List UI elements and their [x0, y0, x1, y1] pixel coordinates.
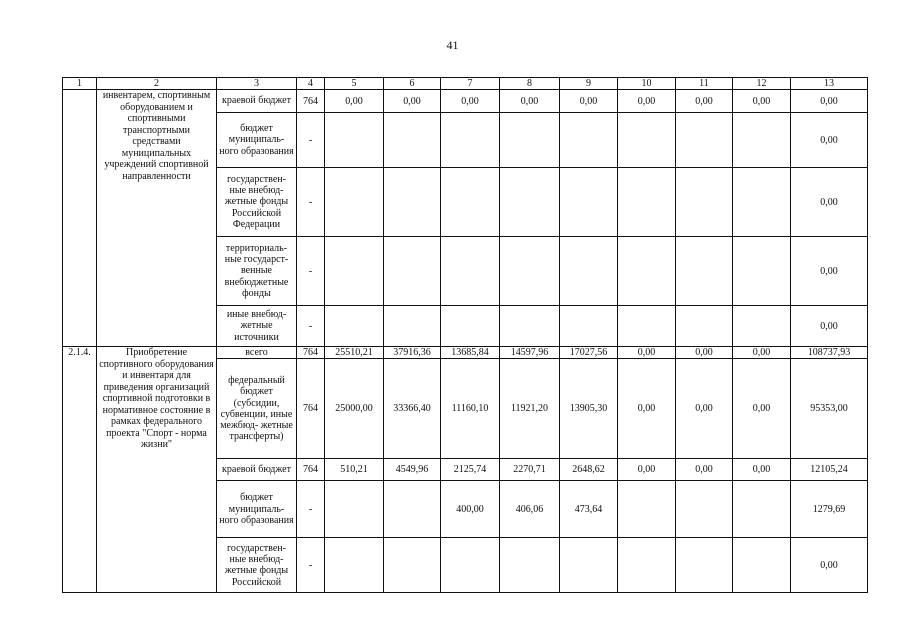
value-cell [560, 237, 618, 306]
value-cell [500, 113, 560, 168]
total-value-cell: 0,00 [791, 113, 868, 168]
kbk-cell: - [297, 306, 325, 347]
value-cell: 2648,62 [560, 459, 618, 481]
value-cell [560, 306, 618, 347]
kbk-cell: - [297, 538, 325, 593]
total-value-cell: 0,00 [791, 90, 868, 113]
column-header: 8 [500, 78, 560, 90]
kbk-cell: - [297, 113, 325, 168]
column-header: 4 [297, 78, 325, 90]
value-cell: 0,00 [676, 347, 733, 359]
table-body [63, 90, 868, 593]
total-value-cell: 95353,00 [791, 359, 868, 459]
value-cell [325, 538, 384, 593]
column-header: 11 [676, 78, 733, 90]
value-cell: 25000,00 [325, 359, 384, 459]
budget-table [62, 77, 868, 593]
funding-source-cell: бюджет муниципаль- ного образования [217, 481, 297, 538]
value-cell [618, 237, 676, 306]
value-cell: 25510,21 [325, 347, 384, 359]
value-cell: 0,00 [733, 347, 791, 359]
funding-source-cell: краевой бюджет [217, 459, 297, 481]
value-cell [384, 168, 441, 237]
value-cell [500, 168, 560, 237]
value-cell: 0,00 [384, 90, 441, 113]
funding-source-cell: территориаль- ные государст- венные внебюджетные фонды [217, 237, 297, 306]
value-cell [384, 237, 441, 306]
value-cell [384, 538, 441, 593]
funding-source-cell: федеральный бюджет (субсидии, субвенции, иные межбюд- жетные трансферты) [217, 359, 297, 459]
value-cell [384, 306, 441, 347]
value-cell [500, 306, 560, 347]
value-cell: 0,00 [733, 90, 791, 113]
value-cell [676, 481, 733, 538]
column-header: 3 [217, 78, 297, 90]
table-row [63, 347, 868, 359]
value-cell: 13685,84 [441, 347, 500, 359]
column-header: 13 [791, 78, 868, 90]
value-cell: 0,00 [733, 459, 791, 481]
row-name-cell: Приобретение спортивного оборудования и инвентаря для приведения организаций спортивной подготовки в нормативное состояние в рамках федерального проекта "Спорт - норма жизни" [97, 347, 217, 593]
value-cell: 17027,56 [560, 347, 618, 359]
value-cell [618, 306, 676, 347]
value-cell [733, 113, 791, 168]
value-cell: 510,21 [325, 459, 384, 481]
total-value-cell: 0,00 [791, 168, 868, 237]
value-cell [676, 538, 733, 593]
value-cell: 13905,30 [560, 359, 618, 459]
value-cell: 11921,20 [500, 359, 560, 459]
value-cell: 473,64 [560, 481, 618, 538]
value-cell [733, 481, 791, 538]
kbk-cell: - [297, 237, 325, 306]
value-cell [500, 237, 560, 306]
total-value-cell: 0,00 [791, 306, 868, 347]
value-cell [618, 113, 676, 168]
value-cell [500, 538, 560, 593]
value-cell [325, 168, 384, 237]
value-cell [441, 113, 500, 168]
value-cell [441, 168, 500, 237]
row-code-cell [63, 90, 97, 347]
page-number: 41 [446, 38, 459, 52]
value-cell: 33366,40 [384, 359, 441, 459]
value-cell [325, 237, 384, 306]
value-cell [618, 168, 676, 237]
column-header: 7 [441, 78, 500, 90]
value-cell [676, 168, 733, 237]
value-cell [560, 168, 618, 237]
column-header: 1 [63, 78, 97, 90]
kbk-cell: - [297, 168, 325, 237]
value-cell [618, 538, 676, 593]
value-cell [733, 306, 791, 347]
kbk-cell: 764 [297, 90, 325, 113]
total-value-cell: 0,00 [791, 538, 868, 593]
table-header-row [63, 78, 868, 90]
column-header: 10 [618, 78, 676, 90]
kbk-cell: 764 [297, 359, 325, 459]
value-cell [676, 237, 733, 306]
column-header: 5 [325, 78, 384, 90]
value-cell: 0,00 [676, 90, 733, 113]
total-value-cell: 1279,69 [791, 481, 868, 538]
value-cell: 400,00 [441, 481, 500, 538]
value-cell [733, 237, 791, 306]
value-cell: 0,00 [733, 359, 791, 459]
funding-source-cell: всего [217, 347, 297, 359]
value-cell: 0,00 [560, 90, 618, 113]
value-cell: 14597,96 [500, 347, 560, 359]
total-value-cell: 12105,24 [791, 459, 868, 481]
row-code-cell: 2.1.4. [63, 347, 97, 593]
value-cell [325, 306, 384, 347]
value-cell: 0,00 [325, 90, 384, 113]
value-cell: 0,00 [618, 90, 676, 113]
value-cell [560, 113, 618, 168]
column-header: 6 [384, 78, 441, 90]
value-cell [384, 481, 441, 538]
value-cell: 11160,10 [441, 359, 500, 459]
value-cell: 0,00 [676, 359, 733, 459]
value-cell [441, 306, 500, 347]
column-header: 12 [733, 78, 791, 90]
kbk-cell: - [297, 481, 325, 538]
value-cell: 2270,71 [500, 459, 560, 481]
row-name-cell: инвентарем, спортивным оборудованием и спортивными транспортными средствами муниципальных учреждений спортивной направленности [97, 90, 217, 347]
funding-source-cell: государствен- ные внебюд- жетные фонды Российской [217, 538, 297, 593]
funding-source-cell: государствен- ные внебюд- жетные фонды Российской Федерации [217, 168, 297, 237]
funding-source-cell: краевой бюджет [217, 90, 297, 113]
table-row [63, 90, 868, 113]
value-cell: 4549,96 [384, 459, 441, 481]
value-cell [733, 168, 791, 237]
funding-source-cell: бюджет муниципаль- ного образования [217, 113, 297, 168]
funding-source-cell: иные внебюд- жетные источники [217, 306, 297, 347]
value-cell: 0,00 [441, 90, 500, 113]
kbk-cell: 764 [297, 459, 325, 481]
value-cell [384, 113, 441, 168]
value-cell: 0,00 [618, 347, 676, 359]
column-header: 2 [97, 78, 217, 90]
value-cell [441, 237, 500, 306]
value-cell [618, 481, 676, 538]
column-header: 9 [560, 78, 618, 90]
value-cell [560, 538, 618, 593]
value-cell: 0,00 [676, 459, 733, 481]
value-cell: 0,00 [618, 459, 676, 481]
value-cell: 2125,74 [441, 459, 500, 481]
value-cell [676, 113, 733, 168]
value-cell [441, 538, 500, 593]
total-value-cell: 0,00 [791, 237, 868, 306]
kbk-cell: 764 [297, 347, 325, 359]
total-value-cell: 108737,93 [791, 347, 868, 359]
value-cell: 406,06 [500, 481, 560, 538]
value-cell [325, 113, 384, 168]
value-cell [325, 481, 384, 538]
value-cell [676, 306, 733, 347]
value-cell: 0,00 [618, 359, 676, 459]
value-cell: 37916,36 [384, 347, 441, 359]
value-cell: 0,00 [500, 90, 560, 113]
value-cell [733, 538, 791, 593]
